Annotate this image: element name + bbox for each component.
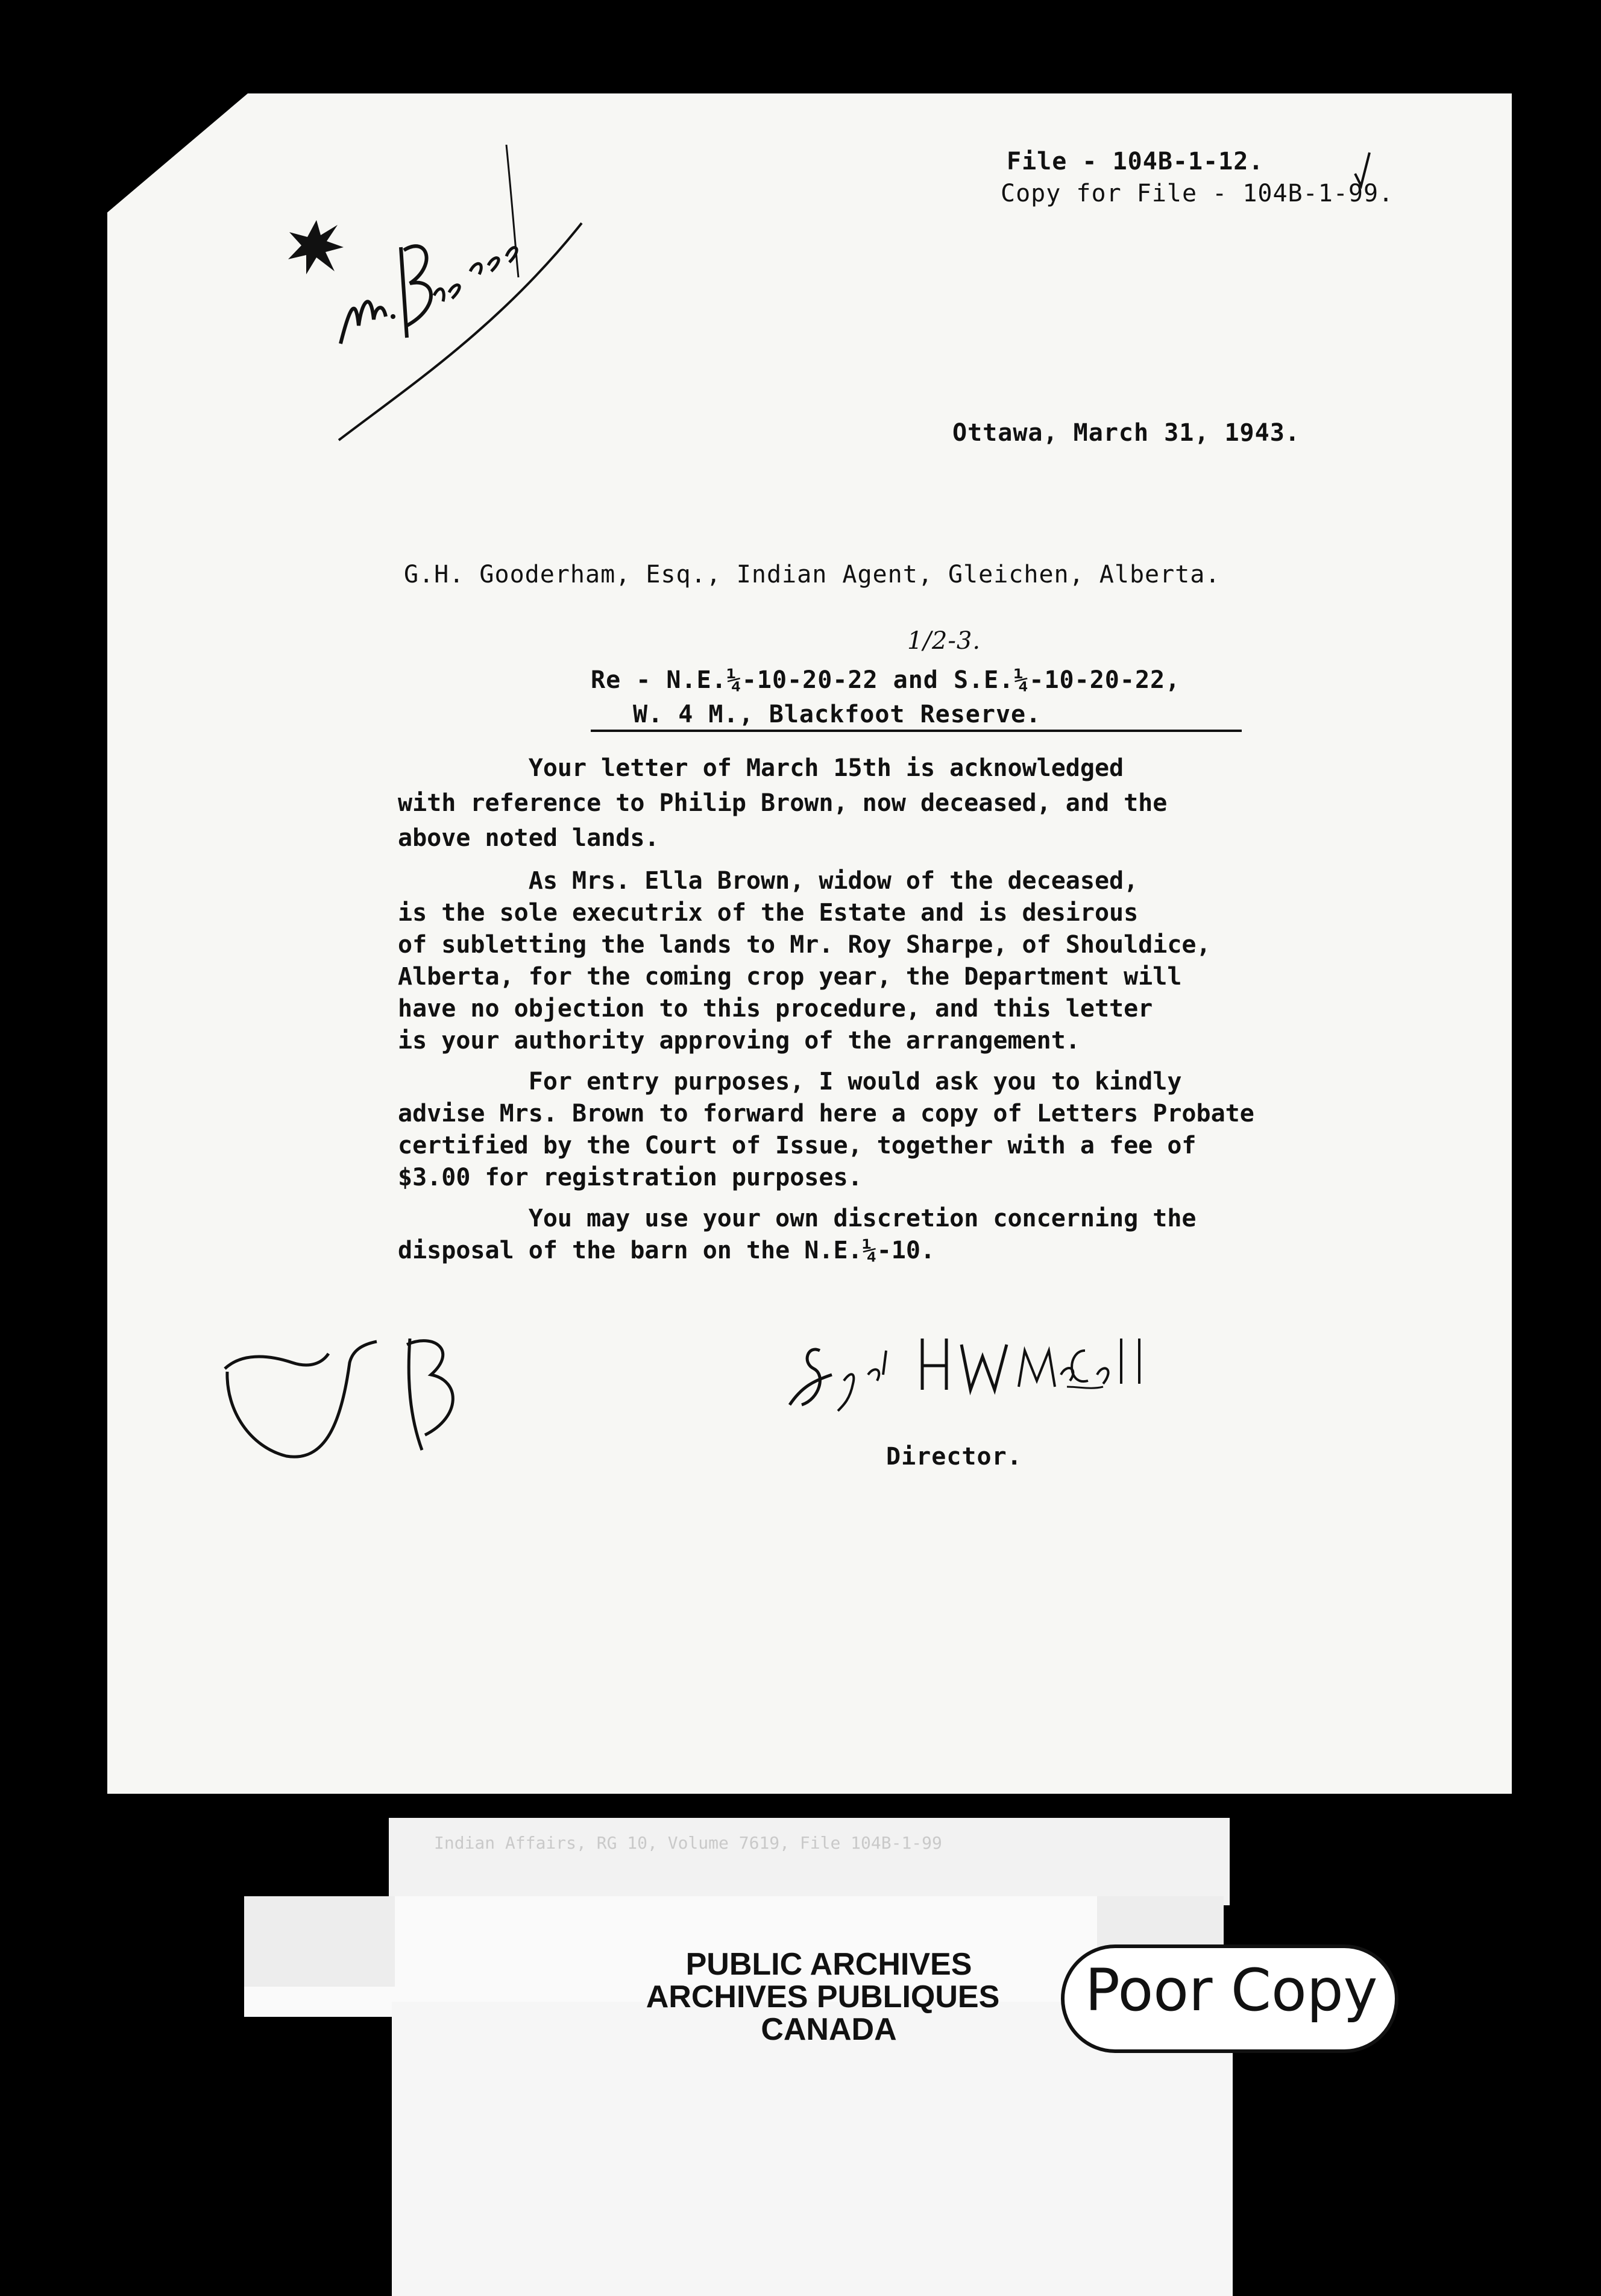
archive-line-3: CANADA (761, 2012, 897, 2047)
archive-line-1: PUBLIC ARCHIVES (685, 1947, 972, 1982)
paragraph-line: As Mrs. Ella Brown, widow of the deceased, (398, 867, 1139, 895)
paragraph-line: have no objection to this procedure, and this letter (398, 995, 1153, 1023)
archive-label-tab (389, 1818, 1230, 1905)
archive-reference: Indian Affairs, RG 10, Volume 7619, File 104B-1-99 (434, 1833, 942, 1853)
paragraph-line: disposal of the barn on the N.E.¼-10. (398, 1237, 936, 1264)
checkmark-icon (1350, 150, 1374, 192)
recipient-line: G.H. Gooderham, Esq., Indian Agent, Gleichen, Alberta. (404, 561, 1221, 588)
subject-note: 1/2-3. (907, 627, 981, 655)
signer-title: Director. (886, 1443, 1022, 1471)
paragraph-line: $3.00 for registration purposes. (398, 1164, 863, 1191)
paragraph-line: above noted lands. (398, 824, 659, 852)
copy-for-file: Copy for File - 104B-1-99. (1001, 180, 1394, 207)
paragraph-line: Alberta, for the coming crop year, the Department will (398, 963, 1182, 991)
subject-underline (591, 730, 1242, 732)
paragraph-line: Your letter of March 15th is acknowledged (398, 754, 1124, 782)
archive-line-2: ARCHIVES PUBLIQUES (646, 1979, 1000, 2014)
paragraph-2 (398, 865, 1211, 1057)
archive-label-left-panel (244, 1896, 395, 1987)
subject-line-2: W. 4 M., Blackfoot Reserve. (633, 701, 1042, 728)
paragraph-line: is the sole executrix of the Estate and is desirous (398, 899, 1139, 927)
paragraph-line: with reference to Philip Brown, now deceased, and the (398, 789, 1168, 817)
handwritten-initials (220, 1326, 485, 1465)
file-number: File - 104B-1-12. (1007, 148, 1264, 175)
paragraph-line: certified by the Court of Issue, together with a fee of (398, 1132, 1197, 1159)
paragraph-1 (398, 751, 1167, 856)
place-date: Ottawa, March 31, 1943. (952, 419, 1300, 447)
handwritten-note-mr-byers (332, 145, 591, 446)
paragraph-line: of subletting the lands to Mr. Roy Sharpe, of Shouldice, (398, 931, 1211, 959)
paragraph-line: For entry purposes, I would ask you to kindly (398, 1068, 1182, 1096)
subject-line-1: Re - N.E.¼-10-20-22 and S.E.¼-10-20-22, (591, 666, 1181, 694)
paragraph-4 (398, 1203, 1197, 1267)
paragraph-3 (398, 1066, 1254, 1194)
paragraph-line: is your authority approving of the arrangement. (398, 1027, 1080, 1055)
signature-hw-mcgill (778, 1314, 1169, 1423)
paragraph-line: advise Mrs. Brown to forward here a copy of Letters Probate (398, 1100, 1254, 1128)
poor-copy-stamp-text: Poor Copy (1085, 1957, 1378, 2024)
paragraph-line: You may use your own discretion concerning the (398, 1205, 1197, 1232)
